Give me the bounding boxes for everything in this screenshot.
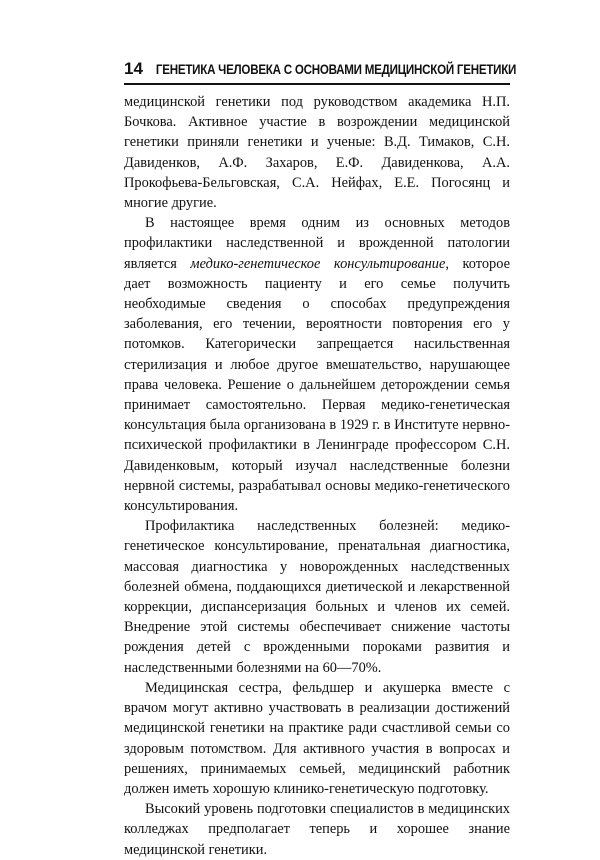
- emphasized-term: медико-генетическое консультирование: [190, 255, 446, 272]
- paragraph-consulting-start: В настоящее время одним из основных методов профилактики наследственной и врожденной патологии является: [124, 215, 510, 272]
- body-text: [124, 92, 510, 860]
- paragraph-training: Высокий уровень подготовки специалистов в медицинских колледжах предполагает теперь и хорошее знание медицинской генетики.: [124, 801, 510, 858]
- paragraph-consulting-end: , которое дает возможность пациенту и его семье получить необходимые сведения о способах предупреждения заболевания, его течении, вероятности повторения его у потомков. Категорически запрещается насильственная стерилизация и любое другое вмешательство, нарушающее права человека. Решение о дальнейшем деторождении семья принимает самостоятельно. Первая медико-генетическая консультация была организована в 1929 г. в Институте нервно-психической профилактики в Ленинграде профессором С.Н. Давиденковым, который изучал наследственные болезни нервной системы, разрабатывал основы медико-генетического консультирования.: [124, 255, 510, 515]
- running-title: ГЕНЕТИКА ЧЕЛОВЕКА С ОСНОВАМИ МЕДИЦИНСКОЙ ГЕНЕТИКИ: [155, 61, 517, 77]
- header-rule: [124, 83, 510, 85]
- page-header: [124, 57, 517, 81]
- paragraph-continuation: медицинской генетики под руководством академика Н.П. Бочкова. Активное участие в возрождении медицинской генетики приняли генетики и ученые: В.Д. Тимаков, С.Н. Давиденков, А.Ф. Захаров, Е.Ф. Давиденкова, А.А. Прокофьева-Бельговская, С.А. Нейфах, Е.Е. Погосянц и многие другие.: [124, 94, 510, 212]
- paragraph-consulting: [124, 213, 510, 516]
- paragraph-prevention: Профилактика наследственных болезней: медико-генетическое консультирование, пренатальная диагностика, массовая диагностика у новорожденных наследственных болезней обмена, поддающихся диетической и лекарственной коррекции, диспансеризация больных и членов их семей. Внедрение этой системы обеспечивает снижение частоты рождения детей с врожденными пороками развития и наследственными болезнями на 60—70%.: [124, 518, 510, 676]
- paragraph-medical-staff: Медицинская сестра, фельдшер и акушерка вместе с врачом могут активно участвовать в реализации достижений медицинской генетики на практике ради счастливой семьи со здоровым потомством. Для активного участия в вопросах и решениях, принимаемых семьей, медицинский работник должен иметь хорошую клинико-генетическую подготовку.: [124, 679, 510, 797]
- page-number: 14: [124, 59, 143, 78]
